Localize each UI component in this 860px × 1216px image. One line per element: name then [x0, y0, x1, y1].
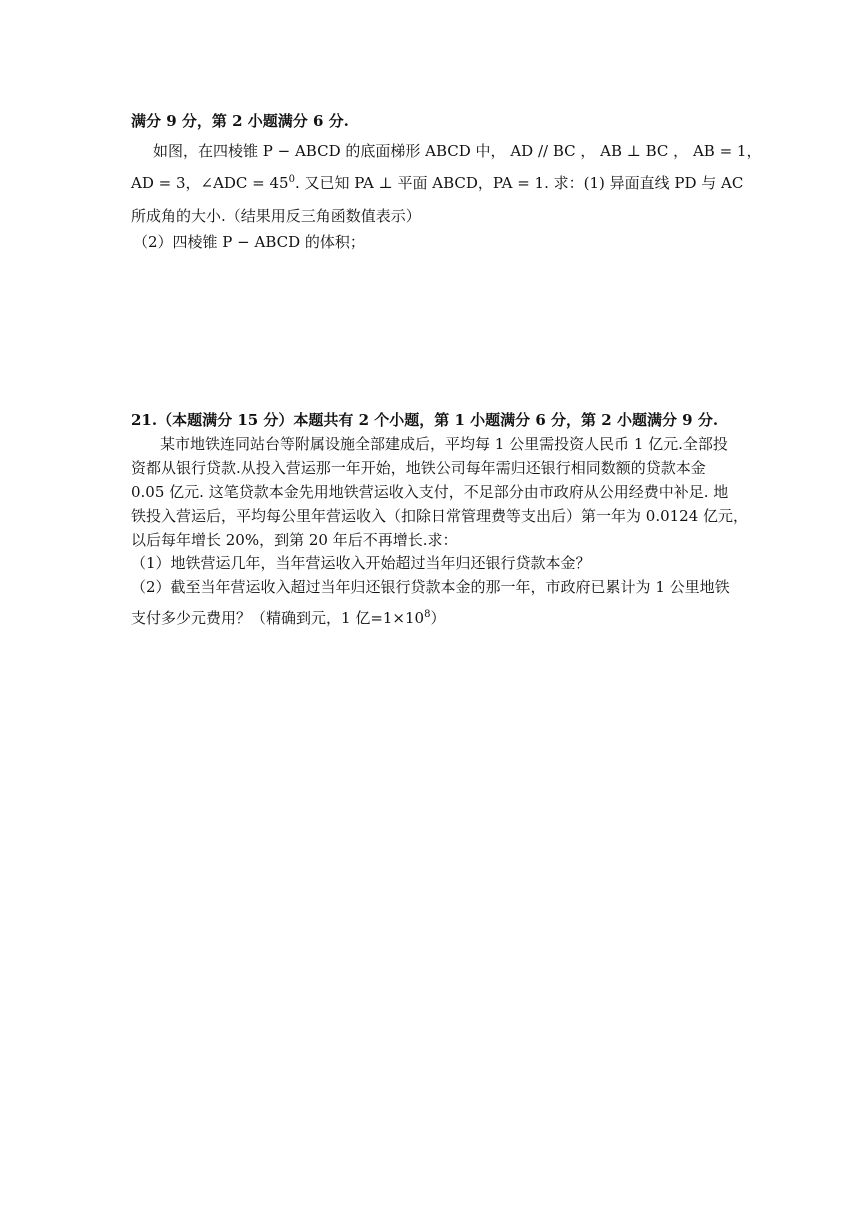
- problem20-line3: 所成角的大小.（结果用反三角函数值表示）: [131, 207, 421, 225]
- problem20-question2: （2）四棱锥 P − ABCD 的体积；: [133, 233, 365, 251]
- problem21-body-line4: 铁投入营运后，平均每公里年营运收入（扣除日常管理费等支出后）第一年为 0.0124 亿元，: [131, 507, 749, 525]
- exponent-superscript: 8: [424, 609, 431, 620]
- problem21-body-line2: 资都从银行贷款.从投入营运那一年开始，地铁公司每年需归还银行相同数额的贷款本金: [131, 459, 706, 477]
- problem20-header: 满分 9 分，第 2 小题满分 6 分.: [131, 112, 349, 130]
- problem21-body-line1: 某市地铁连同站台等附属设施全部建成后，平均每 1 公里需投资人民币 1 亿元.全部投: [160, 435, 728, 453]
- problem20-line2-pre: AD = 3，∠ADC = 45: [131, 174, 289, 192]
- problem21-header: 21.（本题满分 15 分）本题共有 2 个小题，第 1 小题满分 6 分，第 2 小题满分 9 分.: [131, 411, 719, 429]
- problem20-line1: 如图，在四棱锥 P − ABCD 的底面梯形 ABCD 中， AD // BC ， AB ⊥ BC ， AB = 1，: [153, 142, 762, 160]
- problem20-line2: [131, 173, 743, 193]
- problem21-q2-pre: 支付多少元费用？（精确到元，1 亿=1×10: [131, 609, 425, 627]
- problem21-question1: （1）地铁营运几年，当年营运收入开始超过当年归还银行贷款本金？: [131, 554, 591, 572]
- problem21-question2-line1: （2）截至当年营运收入超过当年归还银行贷款本金的那一年，市政府已累计为 1 公里地铁: [131, 578, 730, 596]
- problem21-q2-post: ）: [430, 609, 446, 627]
- problem21-question2-line2: [131, 608, 445, 628]
- problem21-body-line5: 以后每年增长 20%，到第 20 年后不再增长.求：: [131, 531, 458, 549]
- problem20-line2-post: . 又已知 PA ⊥ 平面 ABCD，PA = 1. 求：(1) 异面直线 PD 与 AC: [294, 174, 744, 192]
- problem21-body-line3: 0.05 亿元. 这笔贷款本金先用地铁营运收入支付，不足部分由市政府从公用经费中补足. 地: [131, 483, 729, 501]
- degree-superscript: 0: [288, 174, 295, 185]
